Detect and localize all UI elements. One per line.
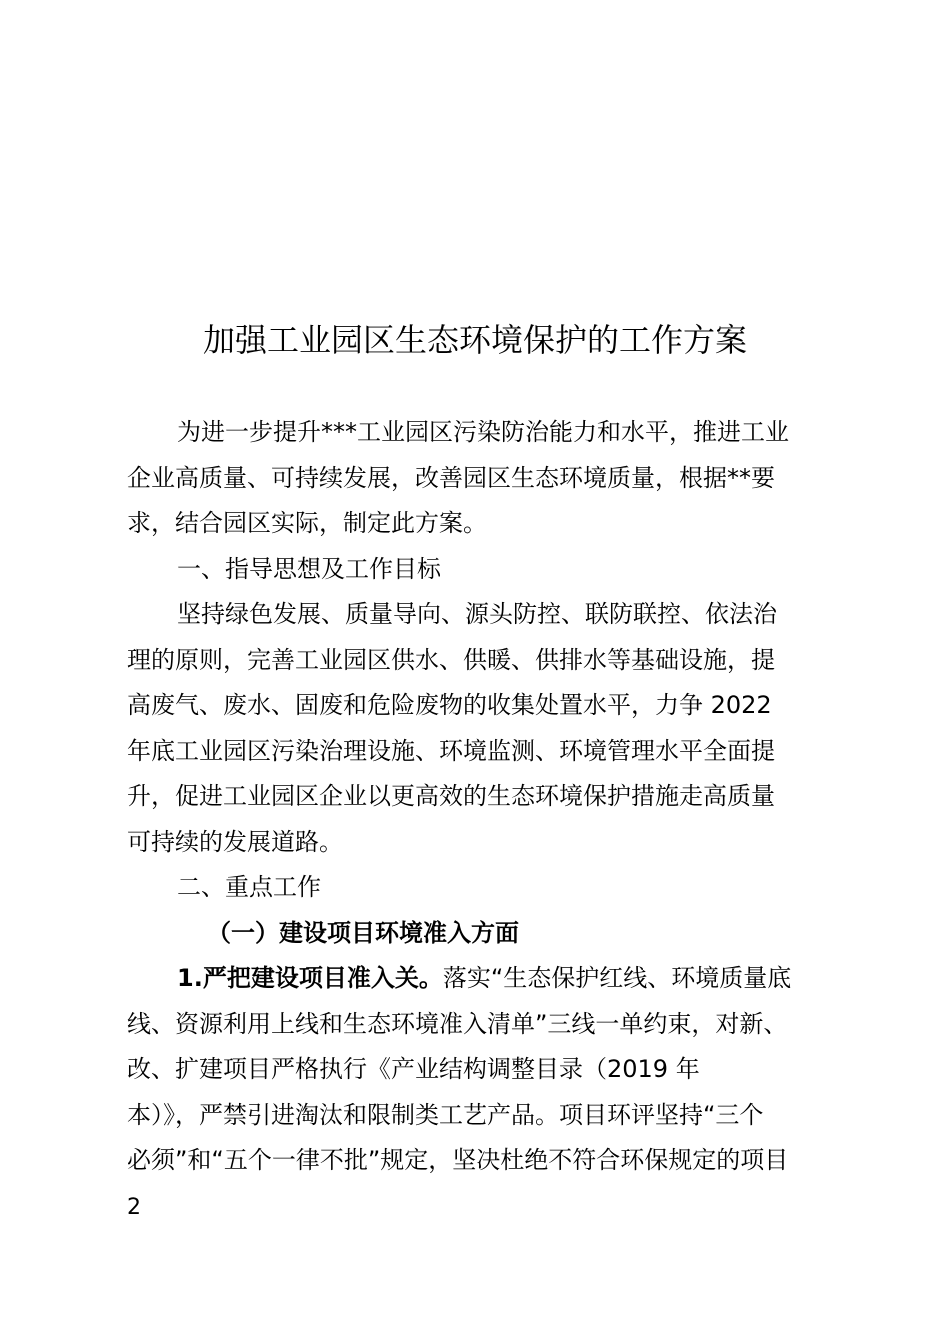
paragraph-line: 求，结合园区实际，制定此方案。 [127, 509, 487, 537]
section-heading: 二、重点工作 [177, 873, 321, 901]
paragraph-line: 必须”和“五个一律不批”规定，坚决杜绝不符合环保规定的项目 [127, 1146, 789, 1174]
paragraph-line: 企业高质量、可持续发展，改善园区生态环境质量，根据**要 [127, 463, 775, 492]
document-title: 加强工业园区生态环境保护的工作方案 [202, 321, 747, 359]
item-heading: 1.严把建设项目准入关。 [177, 964, 443, 992]
paragraph-line: 可持续的发展道路。 [127, 827, 343, 856]
paragraph-line: 线、资源利用上线和生态环境准入清单”三线一单约束，对新、 [127, 1009, 788, 1038]
paragraph-line: 本）》，严禁引进淘汰和限制类工艺产品。项目环评坚持“三个 [127, 1100, 764, 1129]
paragraph-line: 改、扩建项目严格执行《产业结构调整目录（2019 年 [127, 1055, 700, 1083]
page-number: 2 [127, 1195, 141, 1220]
paragraph-line [127, 956, 832, 1002]
subsection-heading: （一）建设项目环境准入方面 [207, 918, 519, 947]
paragraph-line: 升，促进工业园区企业以更高效的生态环境保护措施走高质量 [127, 782, 775, 810]
paragraph-line: 为进一步提升***工业园区污染防治能力和水平，推进工业 [177, 418, 789, 446]
paragraph-line: 理的原则，完善工业园区供水、供暖、供排水等基础设施，提 [127, 645, 775, 674]
paragraph-line: 年底工业园区污染治理设施、环境监测、环境管理水平全面提 [127, 736, 775, 765]
section-heading: 一、指导思想及工作目标 [177, 554, 441, 583]
paragraph-line: 高废气、废水、固废和危险废物的收集处置水平，力争 2022 [127, 691, 772, 719]
item-text: 落实“生态保护红线、环境质量底 [442, 964, 792, 992]
document-body [127, 410, 832, 1184]
paragraph-line: 坚持绿色发展、质量导向、源头防控、联防联控、依法治 [177, 600, 777, 628]
